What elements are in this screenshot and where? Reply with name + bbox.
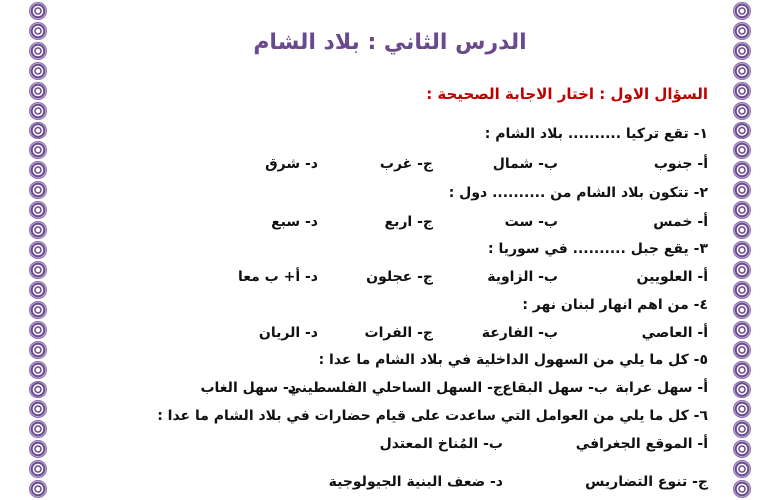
question-6-options-row1	[72, 432, 708, 456]
option-d: د- سبع	[271, 214, 318, 230]
option-c: ج- عجلون	[366, 269, 433, 285]
border-ornament	[733, 440, 751, 458]
border-ornament	[733, 201, 751, 219]
option-c: ج- غرب	[379, 156, 433, 172]
question-6-options-row2	[72, 470, 708, 494]
border-ornament	[29, 82, 47, 100]
border-ornament	[733, 62, 751, 80]
question-3-options	[72, 265, 708, 289]
border-ornament	[29, 420, 47, 438]
border-ornament	[733, 301, 751, 319]
option-c: ج- الفرات	[364, 325, 433, 341]
border-ornament	[29, 341, 47, 359]
border-ornament	[733, 341, 751, 359]
option-a: أ- العاصي	[641, 325, 708, 341]
border-ornament	[29, 221, 47, 239]
question-1: ١- تقع تركيا .......... بلاد الشام :	[484, 126, 708, 142]
border-ornament	[29, 122, 47, 140]
border-ornament	[733, 420, 751, 438]
border-ornament	[29, 261, 47, 279]
border-ornament	[29, 301, 47, 319]
border-ornament	[733, 261, 751, 279]
border-ornament	[733, 22, 751, 40]
border-ornament	[733, 381, 751, 399]
border-ornament	[29, 141, 47, 159]
border-ornament	[29, 361, 47, 379]
border-ornament	[733, 361, 751, 379]
option-a: أ- خمس	[653, 214, 708, 230]
border-ornament	[733, 2, 751, 20]
option-c: ج- السهل الساحلي الفلسطيني	[287, 380, 503, 396]
border-ornament	[733, 181, 751, 199]
question-2: ٢- تتكون بلاد الشام من .......... دول :	[448, 185, 708, 201]
worksheet-page	[60, 0, 720, 500]
section-heading: السؤال الاول : اختار الاجابة الصحيحة :	[426, 85, 708, 103]
option-b: ب- الزاوية	[487, 269, 558, 285]
border-ornament	[29, 2, 47, 20]
question-3: ٣- يقع جبل .......... في سوريا :	[487, 241, 708, 257]
lesson-title: الدرس الثاني : بلاد الشام	[253, 30, 527, 55]
border-ornament	[733, 321, 751, 339]
option-d: د- أ+ ب معا	[237, 269, 318, 285]
option-b: ب- المُناخ المعتدل	[379, 436, 503, 452]
option-c: ج- اربع	[384, 214, 433, 230]
question-5: ٥- كل ما يلي من السهول الداخلية في بلاد الشام ما عدا :	[318, 352, 708, 368]
border-ornament	[29, 181, 47, 199]
border-ornament	[29, 381, 47, 399]
option-d: د- شرق	[265, 156, 318, 172]
question-2-options	[72, 210, 708, 234]
border-ornament	[29, 321, 47, 339]
border-ornament	[733, 460, 751, 478]
option-a: أ- العلويين	[636, 269, 708, 285]
question-5-options	[72, 376, 708, 400]
border-ornament	[733, 42, 751, 60]
border-ornament	[733, 241, 751, 259]
border-ornament	[733, 221, 751, 239]
question-4-options	[72, 321, 708, 345]
border-ornament	[29, 281, 47, 299]
border-ornament	[29, 201, 47, 219]
border-ornament	[733, 400, 751, 418]
option-d: د- سهل الغاب	[200, 380, 296, 396]
border-ornament	[29, 480, 47, 498]
question-6: ٦- كل ما يلي من العوامل التي ساعدت على قيام حضارات في بلاد الشام ما عدا :	[157, 408, 708, 424]
option-b: ب- ست	[504, 214, 558, 230]
option-c: ج- تنوع التضاريس	[585, 474, 708, 490]
border-ornament	[29, 22, 47, 40]
border-ornament	[733, 102, 751, 120]
option-a: أ- سهل عرابة	[615, 380, 708, 396]
border-ornament	[29, 102, 47, 120]
option-a: أ- جنوب	[653, 156, 708, 172]
left-decorative-border	[28, 0, 48, 500]
option-b: ب- سهل البقاع	[502, 380, 608, 396]
border-ornament	[29, 62, 47, 80]
option-d: د- ضعف البنية الجيولوجية	[328, 474, 503, 490]
border-ornament	[733, 122, 751, 140]
border-ornament	[733, 480, 751, 498]
question-1-options	[72, 152, 708, 176]
option-a: أ- الموقع الجغرافي	[575, 436, 708, 452]
option-b: ب- شمال	[492, 156, 558, 172]
option-b: ب- الفارعة	[481, 325, 558, 341]
option-d: د- الريان	[258, 325, 318, 341]
border-ornament	[733, 82, 751, 100]
border-ornament	[29, 400, 47, 418]
border-ornament	[29, 241, 47, 259]
right-decorative-border	[732, 0, 752, 500]
border-ornament	[733, 161, 751, 179]
border-ornament	[733, 141, 751, 159]
border-ornament	[29, 440, 47, 458]
border-ornament	[29, 42, 47, 60]
question-4: ٤- من اهم انهار لبنان نهر :	[522, 297, 708, 313]
border-ornament	[29, 460, 47, 478]
border-ornament	[29, 161, 47, 179]
border-ornament	[733, 281, 751, 299]
